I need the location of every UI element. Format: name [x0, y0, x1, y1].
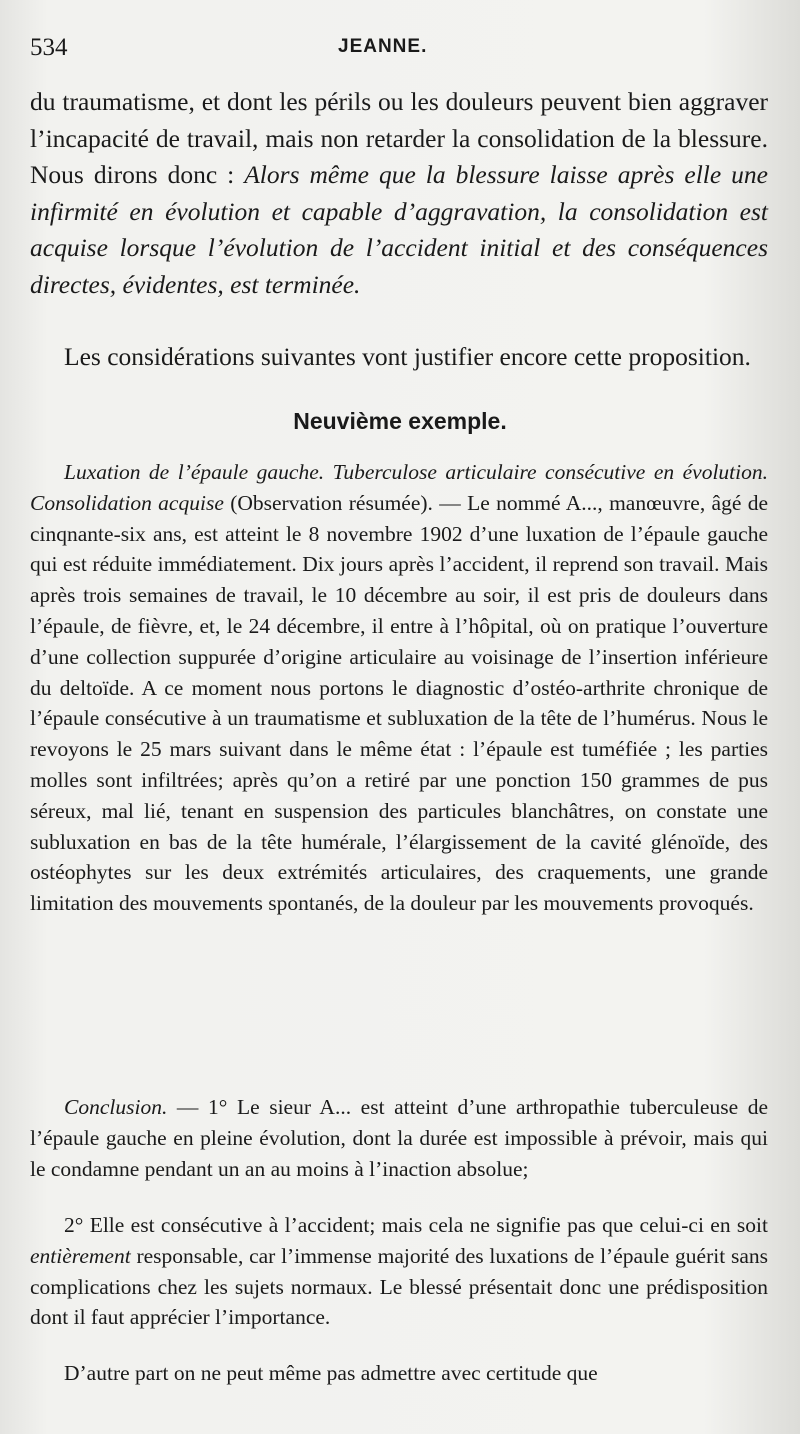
- conclusion-label: Conclusion.: [64, 1095, 168, 1119]
- point2-text-c: responsable, car l’immense majorité des luxations de l’épaule guérit sans complications chez les sujets normaux. Le blessé présentait donc une prédisposition dont il faut apprécier l’importance.: [30, 1243, 768, 1330]
- running-title: JEANNE.: [338, 36, 428, 57]
- paragraph-point-2: [30, 1210, 768, 1333]
- conclusion-text: — 1° Le sieur A... est atteint d’une arthropathie tuberculeuse de l’épaule gauche en pleine évolution, dont la durée est impossible à prévoir, mais qui le condamne pendant un an au moins à l’inaction absolue;: [30, 1095, 768, 1181]
- page-header: [30, 34, 770, 70]
- case-title: Luxation de l’épaule gauche. Tuberculose articulaire consécutive en évolution. Consolidation acquise: [30, 460, 768, 515]
- point2-text-a: 2° Elle est consécutive à l’accident; mais cela ne signifie pas que celui-ci en soit: [64, 1213, 768, 1237]
- paragraph-considerations: Les considérations suivantes vont justifier encore cette proposition.: [64, 342, 751, 371]
- paragraph-consolidation-definition: [30, 84, 768, 303]
- paragraph-last-line: D’autre part on ne peut même pas admettre avec certitude que: [64, 1361, 598, 1385]
- paragraph-text: du traumatisme, et dont les périls ou les douleurs peuvent bien aggraver l’incapacité de travail, mais non retarder la consolidation de la blessure. Nous dirons donc :: [30, 87, 768, 189]
- italic-proposition: Alors même que la blessure laisse après elle une infirmité en évolution et capable d’aggravation, la consolidation est acquise lorsque l’évolution de l’accident initial et des conséquences directes, évidentes, est terminée.: [30, 160, 768, 299]
- paragraph-case-observation: [30, 457, 768, 919]
- paragraph-conclusion: [30, 1092, 768, 1184]
- point2-italic: entièrement: [30, 1243, 131, 1268]
- section-heading: Neuvième exemple.: [293, 408, 507, 434]
- page-number: 534: [30, 34, 68, 61]
- case-text: (Observation résumée). — Le nommé A..., manœuvre, âgé de cinqnante-six ans, est atteint le 8 novembre 1902 d’une luxation de l’épaule gauche qui est réduite immédiatement. Dix jours après l’accident, il reprend son travail. Mais après trois semaines de travail, le 10 décembre au soir, il est pris de douleurs dans l’épaule, de fièvre, et, le 24 décembre, il entre à l’hôpital, où on pratique l’ouverture d’une collection suppurée d’origine articulaire au voisinage de l’insertion inférieure du deltoïde. A ce moment nous portons le diagnostic d’ostéo-arthrite chronique de l’épaule consécutive à un traumatisme et subluxation de la tête de l’humérus. Nous le revoyons le 25 mars suivant dans le même état : l’épaule est tuméfiée ; les parties molles sont infiltrées; après qu’on a retiré par une ponction 150 grammes de pus séreux, mal lié, tenant en suspension des particules blanchâtres, on constate une subluxation en bas de la tête humérale, l’élargissement de la cavité glénoïde, des ostéophytes sur les deux extrémités articulaires, des craquements, une grande limitation des mouvements spontanés, de la douleur par les mouvements provoqués.: [30, 490, 768, 916]
